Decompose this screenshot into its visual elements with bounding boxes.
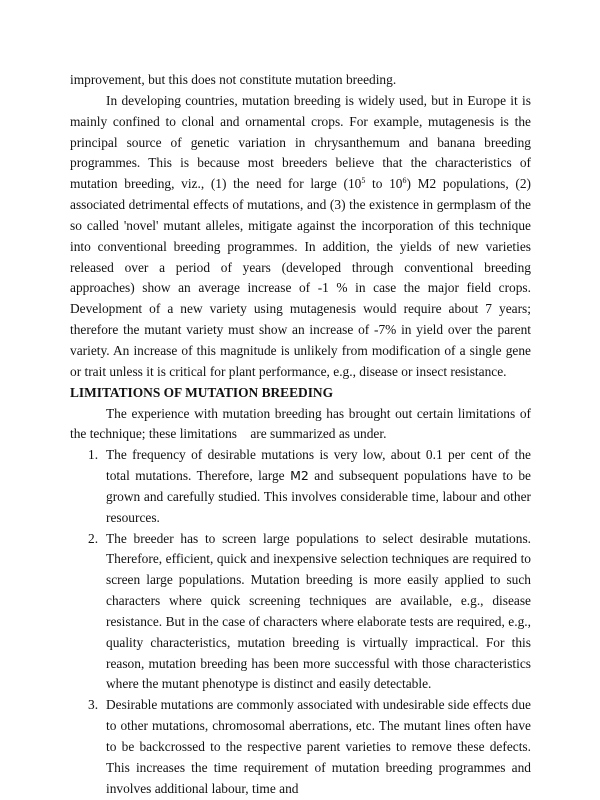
text-segment: ) M2 populations, (2) associated detrimental effects of mutations, and (3) the existence in germplasm of the so called 'novel' mutant alleles, mitigate against the incorporation of this technique into conventional breeding programmes. In addition, the yields of new varieties released over a period of years (developed through conventional breeding approaches) show an average increase of -1 % in case the major field crops. Development of a new variety using mutagenesis would require about 7 years; therefore the mutant variety must show an increase of -7% in yield over the parent variety. An increase of this magnitude is unlikely from modification of a single gene or trait unless it is critical for plant performance, e.g., disease or insect resistance. [70,176,531,379]
text-segment: The frequency of desirable mutations is very low, about 0.1 per cent of the total mutations. Therefore, large [106,447,531,484]
list-number: 3. [88,697,99,713]
list-number: 1. [88,447,99,463]
superscript: 6 [402,176,407,186]
paragraph-intro-tail: improvement, but this does not constitute mutation breeding. [70,72,397,87]
list-number: 2. [88,530,99,546]
list-item [70,695,531,799]
text-segment: The experience with mutation breeding has brought out certain limitations of the technique; these limitations [70,405,531,442]
text-segment: to 10 [365,176,403,192]
text-segment: Desirable mutations are commonly associated with undesirable side effects due to other mutations, chromosomal aberrations, etc. The mutant lines often have to be backcrossed to the respective parent varieties to remove these defects. This increases the time requirement of mutation breeding programmes and involves additional labour, time and [106,697,531,796]
document-page [70,70,531,800]
text-segment: M2 [290,468,309,484]
paragraph-developing-countries [70,91,531,383]
text-segment: and subsequent populations have to be grown and carefully studied. This involves considerable time, labour and other resources. [106,468,531,525]
list-item [70,445,531,528]
section-heading: LIMITATIONS OF MUTATION BREEDING [70,384,334,400]
paragraph-experience [70,404,531,446]
text-segment: are summarized as under. [250,426,387,442]
text-segment: The breeder has to screen large populations to select desirable mutations. Therefore, efficient, quick and inexpensive selection techniques are required to screen large populations. Mutation breeding is more easily applied to such characters where quick screening techniques are available, e.g., disease resistance. But in the case of characters where elaborate tests are required, e.g., quality characteristics, mutation breeding is virtually impractical. For this reason, mutation breeding has been more successful with those characteristics where the mutant phenotype is distinct and easily detectable. [106,530,531,692]
text-segment: In developing countries, mutation breeding is widely used, but in Europe it is mainly confined to clonal and ornamental crops. For example, mutagenesis is the principal source of genetic variation in chrysanthemum and banana breeding programmes. This is because most breeders believe that the characteristics of mutation breeding, viz., (1) the need for large (10 [70,92,531,192]
list-item [70,529,531,696]
limitations-list [70,445,531,799]
superscript: 5 [361,176,366,186]
